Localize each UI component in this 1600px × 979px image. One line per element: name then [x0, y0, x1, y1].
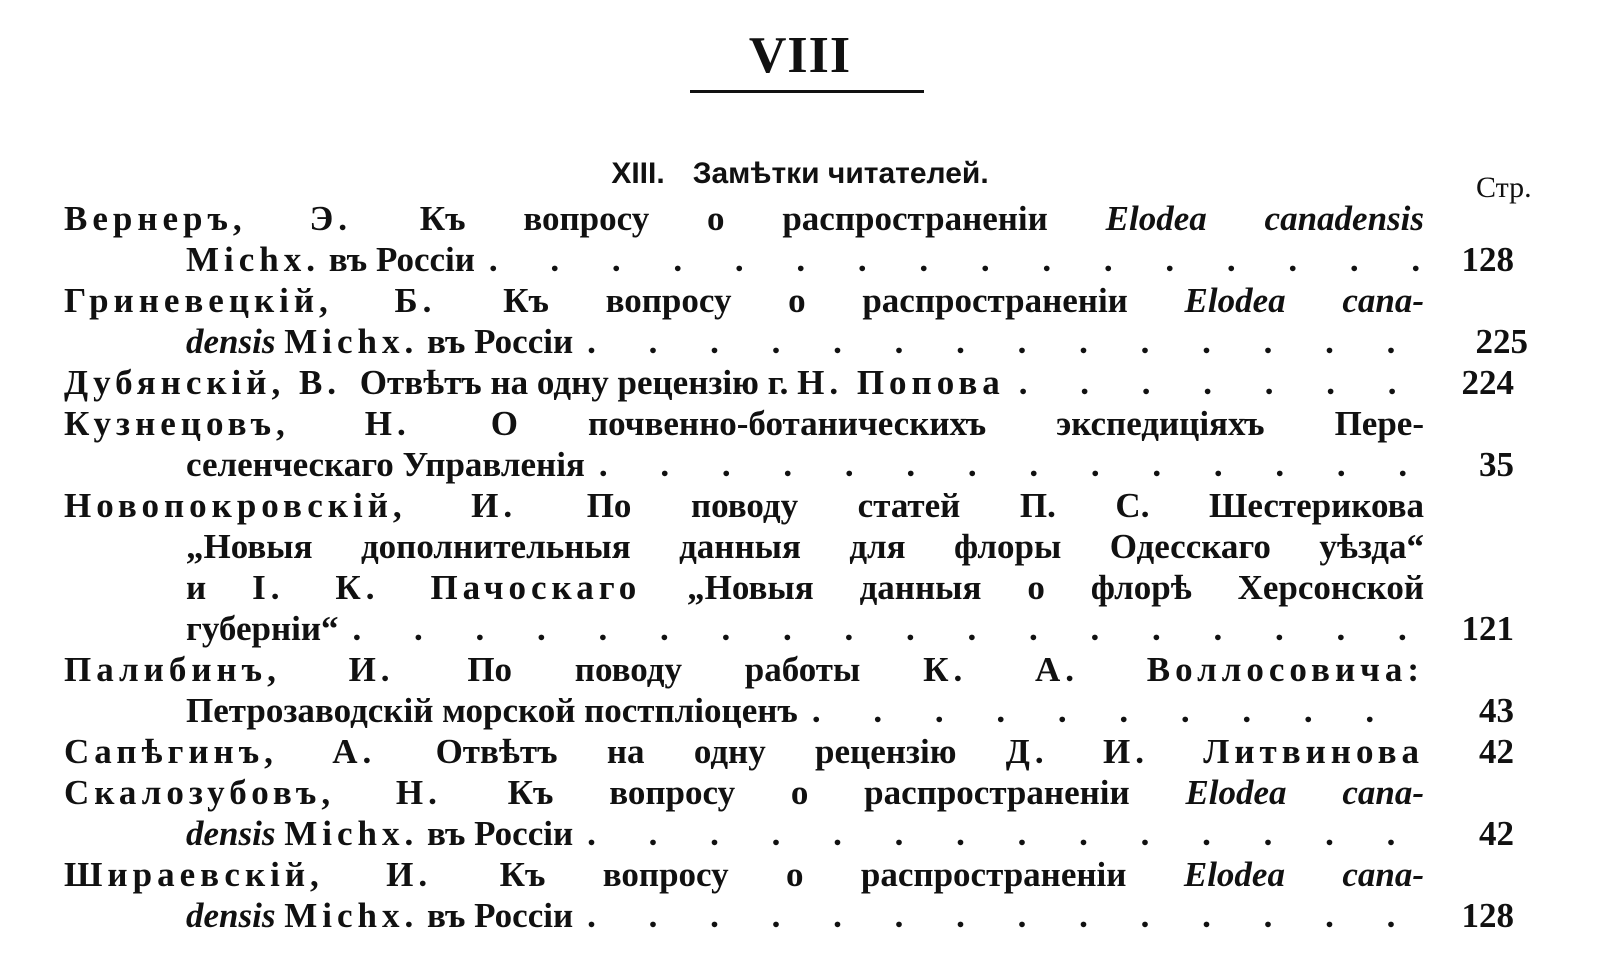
entry-line — [186, 567, 1424, 608]
entry-title-part: О почвенно-ботаническихъ экспедиціяхъ Пере- — [490, 404, 1424, 443]
entry-taxon: Elodea cana- — [1185, 773, 1424, 812]
entry-title-part: и — [186, 568, 207, 607]
entry-taxon: densis — [186, 322, 276, 361]
entry-author: Гриневецкій, Б. — [64, 281, 437, 320]
entry-title-part: въ Россіи — [426, 322, 574, 361]
entry-title-part: Къ вопросу о распространеніи — [419, 199, 1048, 238]
entry-line — [64, 731, 1424, 772]
entry-title-part: въ Россіи — [426, 896, 574, 935]
dot-leader — [489, 239, 1424, 280]
entry-taxon-author: Michx. — [186, 240, 321, 279]
dot-leader — [587, 895, 1424, 936]
entry-author: Кузнецовъ, Н. — [64, 404, 411, 443]
entry-page-number: 121 — [1461, 609, 1514, 648]
entry-author: Вернеръ, Э. — [64, 199, 352, 238]
entry-author: Сапѣгинъ, А. — [64, 732, 377, 771]
entry-person: П. С. Шестерикова — [1019, 486, 1425, 525]
entry-grinevetsky — [64, 280, 1564, 362]
entry-title-part: Къ вопросу о распространеніи — [499, 855, 1127, 894]
entry-line — [64, 772, 1424, 813]
entry-palibin — [64, 649, 1564, 731]
entry-title-part: селенческаго Управленія — [186, 445, 585, 484]
entry-page-number: 225 — [1475, 322, 1528, 361]
entry-page-number: 42 — [1479, 814, 1514, 853]
entry-page-number: 43 — [1479, 691, 1514, 730]
entry-line — [64, 198, 1424, 239]
entry-line — [64, 854, 1424, 895]
entry-title-part: По поводу статей — [586, 486, 961, 525]
entry-line — [186, 608, 1424, 649]
entry-title-part: губерніи“ — [186, 609, 339, 648]
dot-leader — [353, 608, 1424, 649]
entry-page-number: 35 — [1479, 445, 1514, 484]
entry-taxon-author: Michx. — [284, 896, 419, 935]
entry-title-part: По поводу работы — [467, 650, 861, 689]
entry-taxon: Elodea cana- — [1183, 855, 1425, 894]
entry-line — [64, 403, 1424, 444]
section-title-text: Замѣтки читателей. — [692, 157, 989, 190]
entry-dubyansky — [64, 362, 1564, 403]
entry-title-part: Отвѣтъ на одну рецензію — [435, 732, 957, 771]
entry-person: Н. Попова — [797, 363, 1005, 402]
entry-taxon: densis — [186, 814, 276, 853]
entry-line — [186, 690, 1424, 731]
section-number: XIII. — [611, 157, 665, 190]
section-title — [0, 156, 1600, 192]
entry-novopokrovsky — [64, 485, 1564, 649]
dot-leader — [587, 813, 1424, 854]
entry-person: І. К. Пачоскаго — [252, 568, 642, 607]
entry-line — [64, 649, 1424, 690]
entry-line — [64, 280, 1424, 321]
entry-author: Дубянскій, В. — [64, 363, 342, 402]
entry-person: К. А. Воллосовича: — [923, 650, 1425, 689]
entry-line — [186, 895, 1424, 936]
entry-line — [186, 239, 1424, 280]
page-column-label: Стр. — [1476, 171, 1532, 204]
entry-line — [64, 485, 1424, 526]
entry-taxon-author: Michx. — [284, 322, 419, 361]
header-rule — [690, 90, 924, 93]
entry-shiraevsky — [64, 854, 1564, 936]
entry-line — [186, 444, 1424, 485]
entry-sapegin — [64, 731, 1564, 772]
page-roman-numeral: VIII — [748, 27, 852, 84]
entry-title-part: „Новыя дополнительныя данныя для флоры Одесскаго уѣзда“ — [186, 527, 1424, 566]
entry-author: Палибинъ, И. — [64, 650, 395, 689]
dot-leader — [812, 690, 1424, 731]
entry-page-number: 224 — [1461, 363, 1514, 402]
entry-page-number: 42 — [1479, 732, 1514, 771]
entry-taxon-author: Michx. — [284, 814, 419, 853]
entry-taxon: Elodea canadensis — [1105, 199, 1425, 238]
entry-title-part: Къ вопросу о распространеніи — [503, 281, 1128, 320]
entry-title-part: Петрозаводскій морской постпліоценъ — [186, 691, 798, 730]
entry-page-number: 128 — [1461, 240, 1514, 279]
entry-kuznetsov — [64, 403, 1564, 485]
entry-verner — [64, 198, 1564, 280]
entry-taxon: densis — [186, 896, 276, 935]
entry-line — [186, 321, 1424, 362]
entry-title-part: въ Россіи — [426, 814, 574, 853]
entry-page-number: 128 — [1461, 896, 1514, 935]
dot-leader — [587, 321, 1424, 362]
entry-author: Новопокровскій, И. — [64, 486, 518, 525]
entry-line — [64, 362, 1424, 403]
entry-person: Д. И. Литвинова — [1005, 732, 1424, 771]
dot-leader — [1019, 362, 1424, 403]
dot-leader — [599, 444, 1424, 485]
entry-title-part: въ Россіи — [328, 240, 475, 279]
entry-title-part: „Новыя данныя о флорѣ Херсонской — [687, 568, 1425, 607]
entry-title-part: Къ вопросу о распространеніи — [507, 773, 1130, 812]
entry-line — [186, 526, 1424, 567]
entry-taxon: Elodea cana- — [1184, 281, 1424, 320]
entry-author: Шираевскій, И. — [64, 855, 433, 894]
entry-line — [186, 813, 1424, 854]
entry-author: Скалозубовъ, Н. — [64, 773, 442, 812]
entry-title-part: Отвѣтъ на одну рецензію г. — [359, 363, 789, 402]
entries-list — [64, 198, 1564, 936]
entry-skalozubov — [64, 772, 1564, 854]
